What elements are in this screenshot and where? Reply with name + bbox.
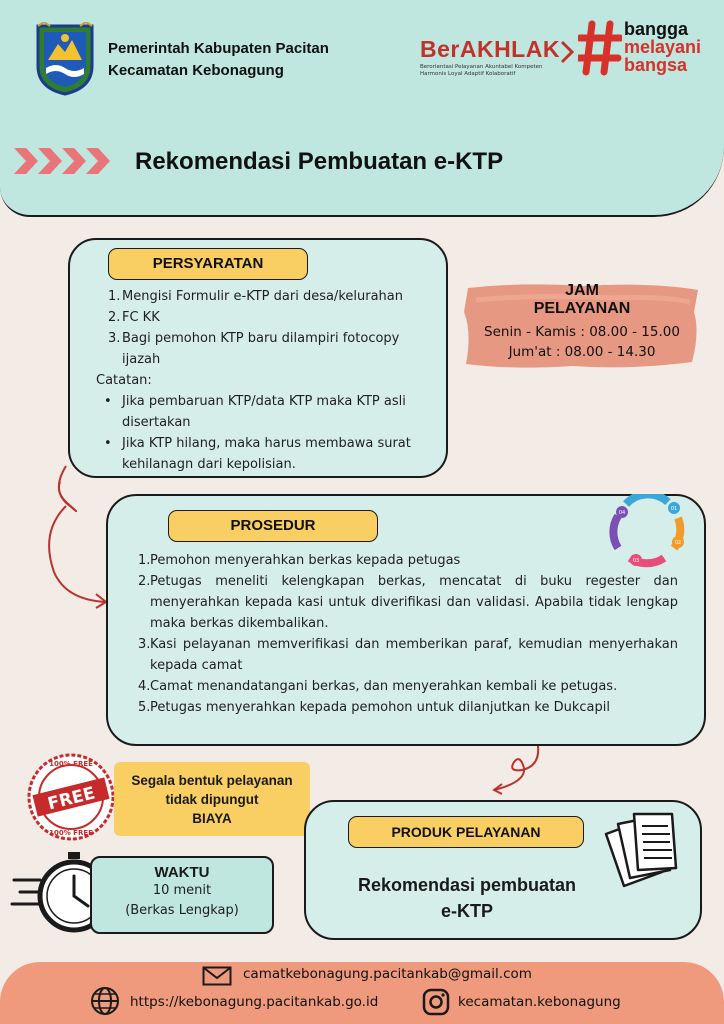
org-name-line2: Kecamatan Kebonagung xyxy=(108,62,284,79)
page-title: Rekomendasi Pembuatan e-KTP xyxy=(135,148,504,175)
produk-heading: PRODUK PELAYANAN xyxy=(348,816,584,848)
produk-line1: Rekomendasi pembuatan xyxy=(357,875,577,895)
curly-arrow-small-icon xyxy=(486,744,546,796)
list-item: 4. Camat menandatangani berkas, dan menyerahkan kembali ke petugas. xyxy=(138,679,618,694)
persyaratan-heading: PERSYARATAN xyxy=(108,248,308,280)
prosedur-heading: PROSEDUR xyxy=(168,510,378,542)
cycle-label: 03 xyxy=(632,558,640,564)
list-item: 1. Mengisi Formulir e-KTP dari desa/kelurahan xyxy=(108,289,403,304)
biaya-line2: tidak dipungut xyxy=(165,792,259,807)
persyaratan-list xyxy=(108,286,438,370)
hashtag-icon xyxy=(578,20,622,76)
waktu-note: (Berkas Lengkap) xyxy=(125,903,239,918)
list-item: 2. FC KK xyxy=(108,310,160,325)
biaya-line1: Segala bentuk pelayanan xyxy=(131,773,293,788)
curly-arrow-icon xyxy=(36,462,116,612)
documents-icon xyxy=(600,810,690,894)
berakhlak-tagline-line2: Harmonis Loyal Adaptif Kolaboratif xyxy=(420,71,516,77)
list-item: • Jika pembaruan KTP/data KTP maka KTP asli disertakan xyxy=(104,394,406,430)
jam-weekday-hours: Senin - Kamis : 08.00 - 15.00 xyxy=(484,324,680,340)
org-name-line1: Pemerintah Kabupaten Pacitan xyxy=(108,40,329,57)
waktu-heading: WAKTU xyxy=(154,864,210,881)
pacitan-crest-icon xyxy=(34,22,96,96)
globe-icon xyxy=(90,986,120,1016)
waktu-duration: 10 menit xyxy=(152,883,212,898)
jam-pelayanan-block xyxy=(462,282,702,360)
catatan-list xyxy=(104,391,434,475)
melayani-word: melayani xyxy=(624,37,702,57)
berakhlak-tagline xyxy=(420,64,580,78)
list-item: 3. Bagi pemohon KTP baru dilampiri fotocopy ijazah xyxy=(108,331,400,367)
footer-instagram[interactable]: kecamatan.kebonagung xyxy=(458,994,621,1010)
chevron-arrows-icon xyxy=(12,146,122,176)
biaya-line3: BIAYA xyxy=(192,811,232,826)
footer-website[interactable]: https://kebonagung.pacitankab.go.id xyxy=(130,994,379,1010)
email-icon xyxy=(202,966,232,986)
prosedur-list xyxy=(138,550,678,718)
jam-title-line2: PELAYANAN xyxy=(533,300,631,317)
bangsa-word: bangsa xyxy=(624,55,688,75)
berakhlak-tagline-line1: Berorientasi Pelayanan Akuntabel Kompeten xyxy=(420,64,543,70)
stamp-ring-text-top: 100% FREE xyxy=(49,760,93,768)
waktu-box xyxy=(90,856,274,934)
biaya-box xyxy=(114,762,310,836)
berakhlak-chevron-icon xyxy=(560,40,574,64)
list-item: 1. Pemohon menyerahkan berkas kepada petugas xyxy=(138,553,461,568)
footer-email[interactable]: camatkebonagung.pacitankab@gmail.com xyxy=(243,966,532,982)
list-item: • Jika KTP hilang, maka harus membawa surat kehilanagn dari kepolisian. xyxy=(104,436,411,472)
cycle-label: 04 xyxy=(618,510,626,516)
catatan-label: Catatan: xyxy=(96,373,152,388)
berakhlak-logo-text: BerAKHLAK xyxy=(420,36,560,62)
stamp-free-text: FREE xyxy=(45,783,98,815)
instagram-icon xyxy=(422,988,450,1016)
free-stamp-icon xyxy=(26,752,116,842)
list-item: 2. Petugas meneliti kelengkapan berkas, mencatat di buku regester dan menyerahkan kepada kasi untuk diverifikasi dan validasi. Apabila tidak lengkap maka berkas dikembalikan. xyxy=(138,574,678,631)
cycle-label: 01 xyxy=(670,506,678,512)
jam-friday-hours: Jum'at : 08.00 - 14.30 xyxy=(508,344,656,360)
produk-line2: e-KTP xyxy=(440,901,493,921)
cycle-label: 02 xyxy=(674,540,682,546)
stamp-ring-text-bottom: 100% FREE xyxy=(49,829,93,837)
list-item: 5. Petugas menyerahkan kepada pemohon untuk dilanjutkan ke Dukcapil xyxy=(138,700,610,715)
jam-title-line1: JAM xyxy=(565,282,599,299)
bangga-word: bangga xyxy=(624,19,689,39)
produk-text xyxy=(322,872,612,924)
list-item: 3. Kasi pelayanan memverifikasi dan memberikan paraf, kemudian menyerhakan kepada camat xyxy=(138,637,678,673)
